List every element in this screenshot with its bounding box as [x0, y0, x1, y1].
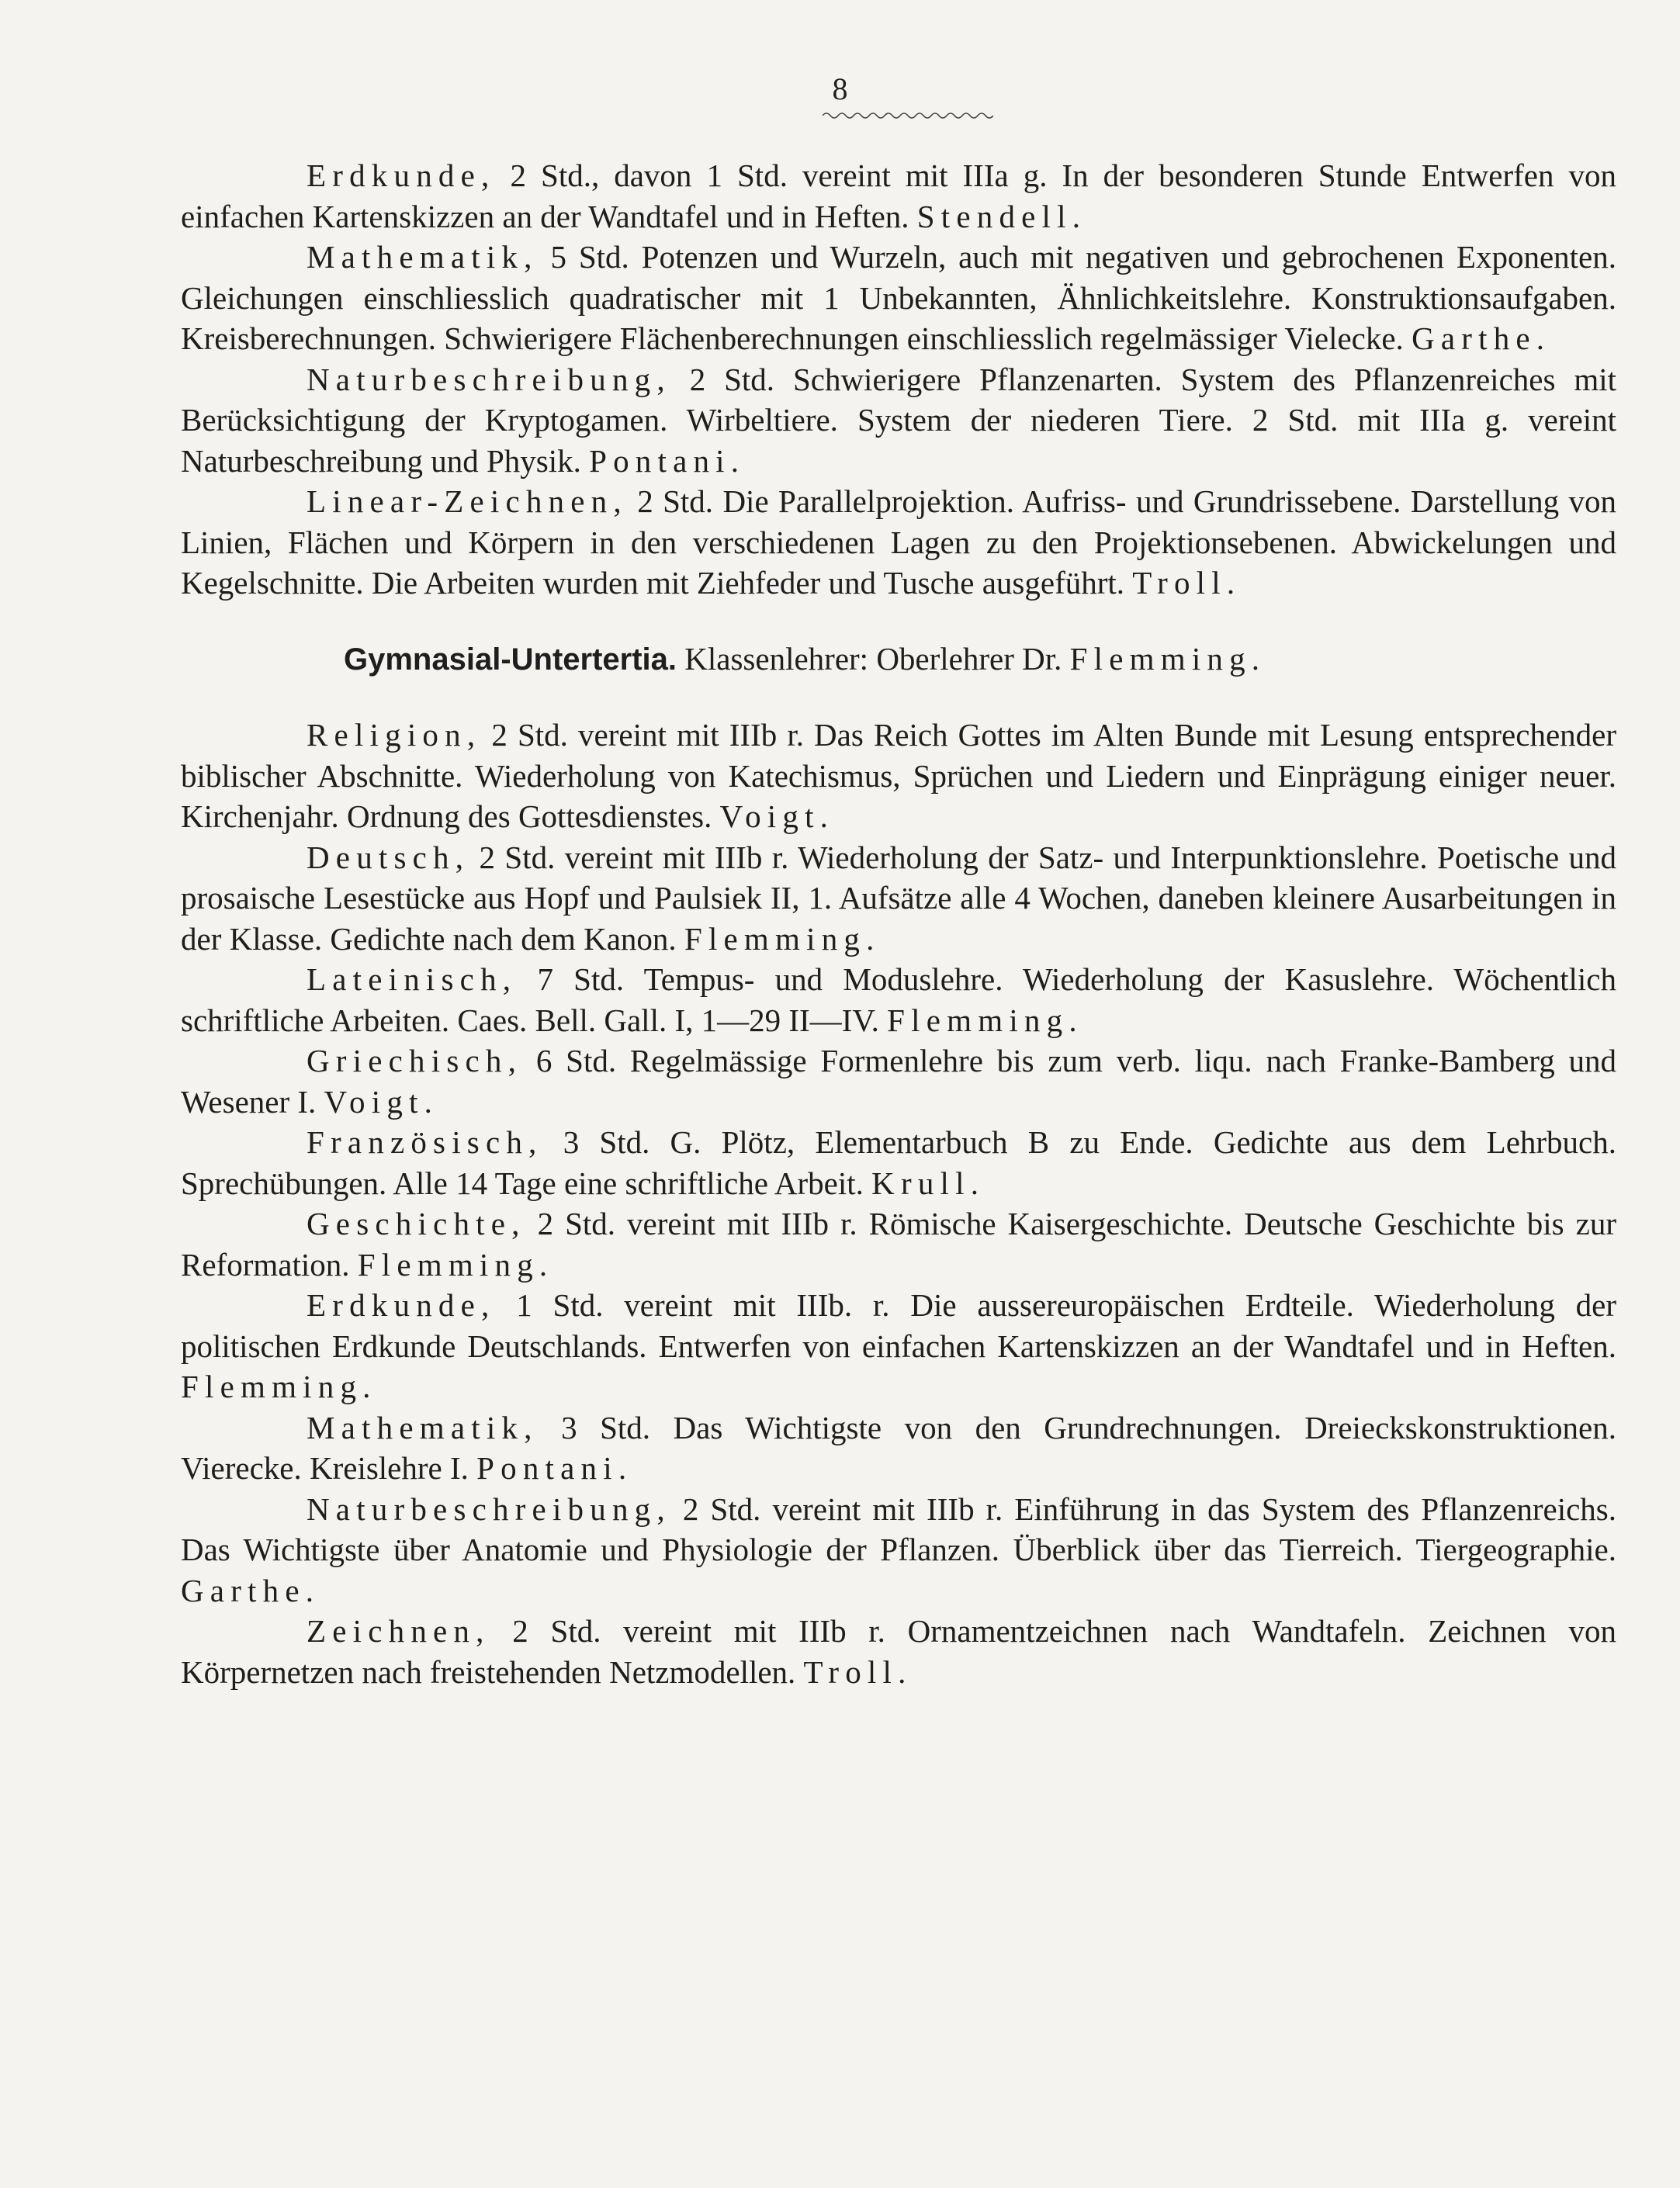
subject-name: Zeichnen, [307, 1613, 490, 1649]
subject-description: 2 Std. vereint mit IIIb r. Das Reich Gottes im Alten Bunde mit Lesung entsprechender biblischer Abschnitte. Wiederholung von Katechismus, Sprüchen und Liedern und Einprägung einiger neuer. Kirchenjahr. Ordnung des Gottesdienstes. [181, 717, 1616, 834]
subject-paragraph [181, 155, 1616, 237]
class-heading-label: Klassenlehrer: Oberlehrer Dr. [677, 640, 1070, 677]
subject-name: Mathematik, [307, 1409, 539, 1445]
subject-name: Naturbeschreibung, [307, 1490, 671, 1527]
teacher-name: Krull. [871, 1165, 985, 1201]
teacher-name: Troll. [803, 1653, 913, 1690]
subject-description: 2 Std. vereint mit IIIb r. Ornamentzeichnen nach Wandtafeln. Zeichnen von Körpernetzen nach freistehenden Netzmodellen. [181, 1613, 1616, 1690]
teacher-name: Voigt. [719, 798, 835, 834]
teacher-name: Flemming. [181, 1369, 377, 1404]
decorative-wavy-rule [823, 110, 993, 121]
subject-paragraph [181, 481, 1616, 604]
sections-upper [181, 155, 1616, 604]
subject-paragraph [181, 1285, 1616, 1407]
subject-name: Erdkunde, [307, 158, 496, 193]
page-number: 8 [832, 71, 848, 106]
subject-paragraph [181, 1611, 1616, 1692]
subject-description: 6 Std. Regelmässige Formenlehre bis zum verb. liqu. nach Franke-Bamberg und Wesener I. [181, 1043, 1616, 1120]
subject-description: 2 Std. Die Parallelprojektion. Aufriss- und Grundrissebene. Darstellung von Linien, Flächen und Körpern in den verschiedenen Lagen zu den Projektionsebenen. Abwickelungen und Kegelschnitte. Die Arbeiten wurden mit Ziehfeder und Tusche ausgeführt. [181, 483, 1616, 601]
subject-description: 2 Std. vereint mit IIIb r. Einführung in das System des Pflanzenreichs. Das Wichtigste über Anatomie und Physiologie der Pflanzen. Überblick über das Tierreich. Tiergeographie. [181, 1490, 1616, 1567]
subject-paragraph [181, 1040, 1616, 1122]
subject-description: 7 Std. Tempus- und Moduslehre. Wiederholung der Kasuslehre. Wöchentlich schriftliche Arbeiten. Caes. Bell. Gall. I, 1—29 II—IV. [181, 961, 1616, 1038]
subject-paragraph [181, 959, 1616, 1040]
subject-paragraph [181, 1203, 1616, 1285]
subject-description: 3 Std. Das Wichtigste von den Grundrechnungen. Dreieckskonstruktionen. Vierecke. Kreislehre I. [181, 1409, 1616, 1486]
subject-paragraph [181, 715, 1616, 837]
subject-description: 2 Std. vereint mit IIIb r. Wiederholung der Satz- und Interpunktionslehre. Poetische und prosaische Lesestücke aus Hopf und Paulsiek II, 1. Aufsätze alle 4 Wochen, daneben kleinere Ausarbeitungen in der Klasse. Gedichte nach dem Kanon. [181, 839, 1616, 957]
subject-name: Deutsch, [307, 839, 470, 875]
teacher-name: Voigt. [324, 1083, 439, 1120]
teacher-name: Flemming. [357, 1246, 554, 1283]
subject-name: Geschichte, [307, 1206, 526, 1241]
class-heading-title: Gymnasial-Untertertia. [344, 642, 677, 677]
teacher-name: Pontani. [589, 442, 746, 479]
class-heading-teacher: Flemming. [1069, 640, 1266, 677]
subject-description: 5 Std. Potenzen und Wurzeln, auch mit negativen und gebrochenen Exponenten. Gleichungen einschliesslich quadratischer mit 1 Unbekannten, Ähnlichkeitslehre. Konstruktionsaufgaben. Kreisberechnungen. Schwierigere Flächenberechnungen einschliesslich regelmässiger Vielecke. [181, 239, 1616, 356]
subject-paragraph [181, 359, 1616, 482]
subject-description: 2 Std., davon 1 Std. vereint mit IIIa g. In der besonderen Stunde Entwerfen von einfachen Kartenskizzen an der Wandtafel und in Heften. [181, 158, 1616, 234]
teacher-name: Pontani. [476, 1450, 633, 1486]
subject-name: Religion, [307, 717, 482, 753]
subject-name: Lateinisch, [307, 961, 518, 997]
subject-description: 2 Std. vereint mit IIIb r. Römische Kaisergeschichte. Deutsche Geschichte bis zur Reformation. [181, 1206, 1616, 1283]
subject-paragraph [181, 1122, 1616, 1203]
sections-lower [181, 715, 1616, 1692]
subject-name: Griechisch, [307, 1043, 523, 1078]
subject-paragraph [181, 837, 1616, 960]
subject-paragraph [181, 1489, 1616, 1612]
subject-description: 2 Std. Schwierigere Pflanzenarten. System des Pflanzenreiches mit Berücksichtigung der Kryptogamen. Wirbeltiere. System der niederen Tiere. 2 Std. mit IIIa g. vereint Naturbeschreibung und Physik. [181, 361, 1616, 479]
subject-description: 1 Std. vereint mit IIIb. r. Die aussereuropäischen Erdteile. Wiederholung der politischen Erdkunde Deutschlands. Entwerfen von einfachen Kartenskizzen an der Wandtafel und in Heften. [181, 1287, 1616, 1364]
teacher-name: Troll. [1132, 565, 1242, 601]
teacher-name: Stendell. [916, 198, 1087, 234]
teacher-name: Flemming. [684, 920, 881, 957]
teacher-name: Garthe. [181, 1572, 320, 1608]
teacher-name: Flemming. [887, 1002, 1083, 1038]
subject-name: Linear-Zeichnen, [307, 483, 628, 519]
subject-name: Erdkunde, [307, 1287, 496, 1323]
subject-name: Französisch, [307, 1124, 543, 1160]
subject-name: Naturbeschreibung, [307, 361, 671, 397]
subject-paragraph [181, 1407, 1616, 1489]
document-body [181, 155, 1616, 1692]
class-heading [181, 639, 1616, 680]
teacher-name: Garthe. [1412, 320, 1551, 356]
subject-description: 3 Std. G. Plötz, Elementarbuch B zu Ende. Gedichte aus dem Lehrbuch. Sprechübungen. Alle 14 Tage eine schriftliche Arbeit. [181, 1124, 1616, 1201]
subject-name: Mathematik, [307, 239, 539, 275]
subject-paragraph [181, 237, 1616, 359]
